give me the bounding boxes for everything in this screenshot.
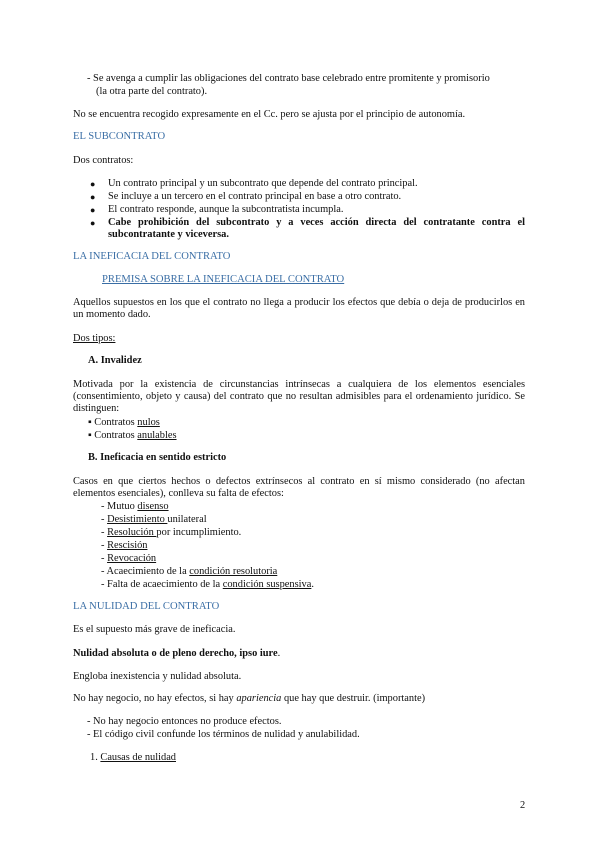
- subheading-invalidez: A. Invalidez: [88, 355, 142, 366]
- bullet-item: Un contrato principal y un subcontrato que depende del contrato principal.: [108, 178, 418, 189]
- subsection-heading-premisa: PREMISA SOBRE LA INEFICACIA DEL CONTRATO: [102, 274, 345, 285]
- dash-item-continuation: (la otra parte del contrato).: [96, 86, 208, 97]
- bullet-icon: ●: [90, 218, 96, 228]
- paragraph: Aquellos supuestos en los que el contrato no llega a producir los efectos que debía o deja de producirlos en un momento dado.: [73, 297, 525, 320]
- square-bullet-text: ▪ Contratos: [88, 430, 138, 441]
- numbered-item: 1. Causas de nulidad: [90, 752, 176, 763]
- section-heading-subcontrato: EL SUBCONTRATO: [73, 131, 166, 142]
- list-item: - Rescisión: [101, 540, 148, 551]
- list-item: - Desistimiento unilateral: [101, 514, 207, 525]
- tipos-label: Dos tipos:: [73, 333, 116, 344]
- paragraph: Motivada por la existencia de circunstancias intrínsecas a cualquiera de los elementos esenciales (consentimiento, objeto y causa) del contrato que no resultan admisibles para el ordenamiento jurídico. Se distinguen:: [73, 379, 525, 414]
- paragraph: No hay negocio, no hay efectos, si hay apariencia que hay que destruir. (importante): [73, 693, 426, 704]
- bullet-icon: ●: [90, 179, 96, 189]
- paragraph: Es el supuesto más grave de ineficacia.: [73, 624, 236, 635]
- subheading-ineficacia-estricta: B. Ineficacia en sentido estricto: [88, 452, 227, 463]
- dash-item: - El código civil confunde los términos de nulidad y anulabilidad.: [87, 729, 360, 740]
- term: anulables: [137, 430, 177, 441]
- list-item: - Resolución por incumplimiento.: [101, 527, 242, 538]
- bullet-item: Se incluye a un tercero en el contrato principal en base a otro contrato.: [108, 191, 402, 202]
- list-item: - Falta de acaecimiento de la condición suspensiva.: [101, 579, 314, 590]
- term: nulos: [137, 417, 160, 428]
- bullet-item-bold: Cabe prohibición del subcontrato y a veces acción directa del contratante contra el subcontratante y viceversa.: [108, 217, 525, 240]
- dash-item: - Se avenga a cumplir las obligaciones del contrato base celebrado entre promitente y promisorio: [87, 73, 490, 84]
- list-item: - Mutuo disenso: [101, 501, 169, 512]
- list-item: - Acaecimiento de la condición resolutoria: [101, 566, 278, 577]
- paragraph: Engloba inexistencia y nulidad absoluta.: [73, 671, 242, 682]
- bullet-item: El contrato responde, aunque la subcontratista incumpla.: [108, 204, 344, 215]
- list-item: [88, 430, 177, 442]
- paragraph: Dos contratos:: [73, 155, 134, 166]
- list-item: - Revocación: [101, 553, 157, 564]
- section-heading-nulidad: LA NULIDAD DEL CONTRATO: [73, 601, 220, 612]
- bullet-icon: ●: [90, 192, 96, 202]
- paragraph-bold: Nulidad absoluta o de pleno derecho, ipso iure.: [73, 648, 281, 659]
- paragraph: No se encuentra recogido expresamente en el Cc. pero se ajusta por el principio de autonomía.: [73, 109, 466, 120]
- page-number: 2: [520, 800, 526, 811]
- list-item: [88, 417, 160, 429]
- paragraph: Casos en que ciertos hechos o defectos extrínsecos al contrato en sí mismo considerado (no afectan elementos esenciales), conlleva su falta de efectos:: [73, 476, 525, 499]
- square-bullet-text: ▪ Contratos: [88, 417, 138, 428]
- bullet-icon: ●: [90, 205, 96, 215]
- dash-item: - No hay negocio entonces no produce efectos.: [87, 716, 282, 727]
- section-heading-ineficacia: LA INEFICACIA DEL CONTRATO: [73, 251, 231, 262]
